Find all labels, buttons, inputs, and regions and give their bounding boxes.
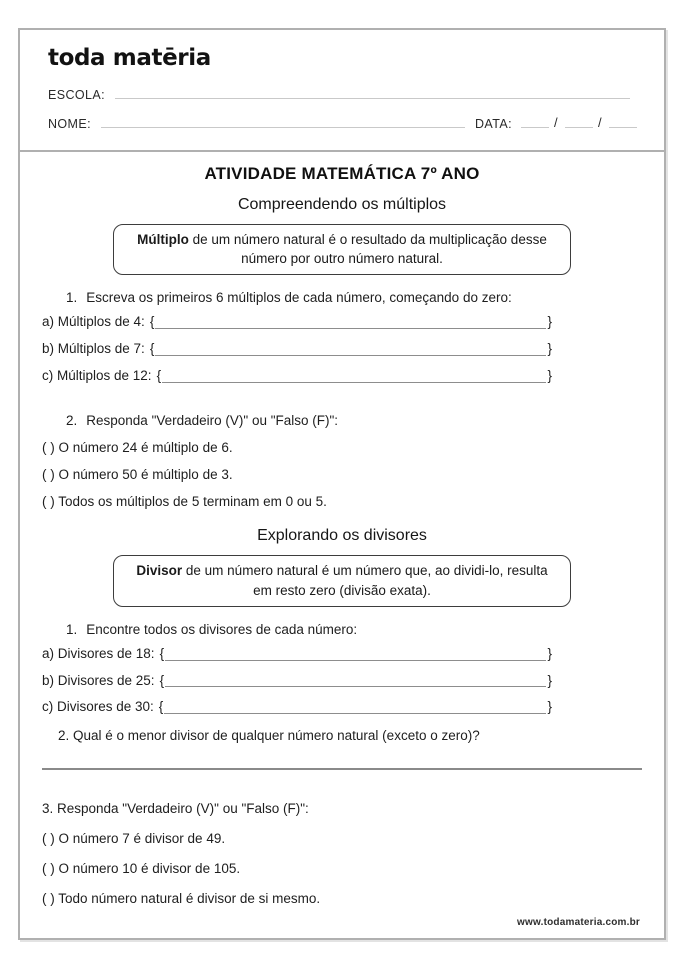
definition-term: Divisor <box>136 563 183 579</box>
date-slash: / <box>553 115 558 130</box>
close-brace: } <box>547 699 552 715</box>
page-header <box>20 30 664 152</box>
true-false-item: ( ) Todo número natural é divisor de si mesmo. <box>42 890 321 906</box>
name-label: NOME: <box>48 117 91 131</box>
worksheet-title: ATIVIDADE MATEMÁTICA 7º ANO <box>204 164 480 183</box>
answer-line-full <box>42 768 642 770</box>
question-header-multiples-1 <box>42 289 642 308</box>
answer-blank-line <box>165 686 546 687</box>
definition-text: de um número natural é o resultado da multiplicação desse número por outro número natural. <box>188 232 547 267</box>
true-false-item: ( ) Todos os múltiplos de 5 terminam em 0 ou 5. <box>42 493 327 509</box>
date-label: DATA: <box>475 117 512 131</box>
open-brace: { <box>159 672 165 688</box>
answer-blank-line <box>155 355 546 356</box>
question-text: Encontre todos os divisores de cada número: <box>86 621 358 637</box>
worksheet-body <box>20 152 664 909</box>
answer-blank-line <box>165 660 546 661</box>
fill-in-item <box>42 313 552 332</box>
close-brace: } <box>547 645 552 661</box>
section-heading-divisors: Explorando os divisores <box>257 527 427 545</box>
date-slash: / <box>597 115 602 130</box>
fill-in-label: b) Múltiplos de 7: <box>42 341 145 357</box>
fill-in-label: a) Divisores de 18: <box>42 645 155 661</box>
date-month-blank-line <box>565 127 593 128</box>
fill-in-label: b) Divisores de 25: <box>42 672 155 688</box>
true-false-item: ( ) O número 7 é divisor de 49. <box>42 831 226 847</box>
open-brace: { <box>149 314 155 330</box>
question-header-divisors-1 <box>42 621 642 640</box>
close-brace: } <box>547 314 552 330</box>
close-brace: } <box>547 672 552 688</box>
school-label: ESCOLA: <box>48 88 105 102</box>
fill-in-item <box>42 672 552 691</box>
definition-text: de um número natural é um número que, ao dividi-lo, resulta em resto zero (divisão exata). <box>182 563 548 598</box>
school-blank-line <box>115 98 630 99</box>
fill-in-item <box>42 645 552 664</box>
fill-in-label: c) Múltiplos de 12: <box>42 367 152 383</box>
answer-blank-line <box>162 382 546 383</box>
school-row <box>48 88 642 102</box>
question-number: 2. <box>66 412 78 428</box>
question-number: 1. <box>66 621 78 637</box>
footer-url: www.todamateria.com.br <box>517 917 640 928</box>
true-false-item: ( ) O número 50 é múltiplo de 3. <box>42 466 233 482</box>
fill-in-label: c) Divisores de 30: <box>42 699 154 715</box>
close-brace: } <box>547 341 552 357</box>
definition-box-divisor <box>113 555 571 606</box>
open-brace: { <box>159 645 165 661</box>
question-divisors-2: 2. Qual é o menor divisor de qualquer número natural (exceto o zero)? <box>58 728 480 744</box>
true-false-item: ( ) O número 24 é múltiplo de 6. <box>42 439 233 455</box>
question-text: Escreva os primeiros 6 múltiplos de cada número, começando do zero: <box>86 290 512 306</box>
question-divisors-3: 3. Responda "Verdadeiro (V)" ou "Falso (F)": <box>42 801 309 817</box>
fill-in-item <box>42 367 552 386</box>
fill-in-item <box>42 698 552 717</box>
date-day-blank-line <box>521 127 549 128</box>
answer-blank-line <box>164 713 546 714</box>
toda-materia-logo: toda matēria <box>48 45 211 71</box>
date-year-blank-line <box>609 127 637 128</box>
close-brace: } <box>547 367 552 383</box>
name-blank-line <box>101 127 465 128</box>
open-brace: { <box>149 341 155 357</box>
open-brace: { <box>156 367 162 383</box>
answer-blank-line <box>155 328 546 329</box>
fill-in-label: a) Múltiplos de 4: <box>42 314 145 330</box>
question-text: Responda "Verdadeiro (V)" ou "Falso (F)": <box>86 412 339 428</box>
section-heading-multiples: Compreendendo os múltiplos <box>237 196 447 213</box>
question-number: 1. <box>66 290 78 306</box>
definition-box-multiple <box>113 224 571 275</box>
definition-term: Múltiplo <box>137 232 189 247</box>
true-false-item: ( ) O número 10 é divisor de 105. <box>42 860 241 876</box>
question-header-multiples-2 <box>42 412 642 431</box>
fill-in-item <box>42 340 552 359</box>
worksheet-page <box>18 28 666 940</box>
open-brace: { <box>158 699 164 715</box>
name-date-row <box>48 115 642 131</box>
